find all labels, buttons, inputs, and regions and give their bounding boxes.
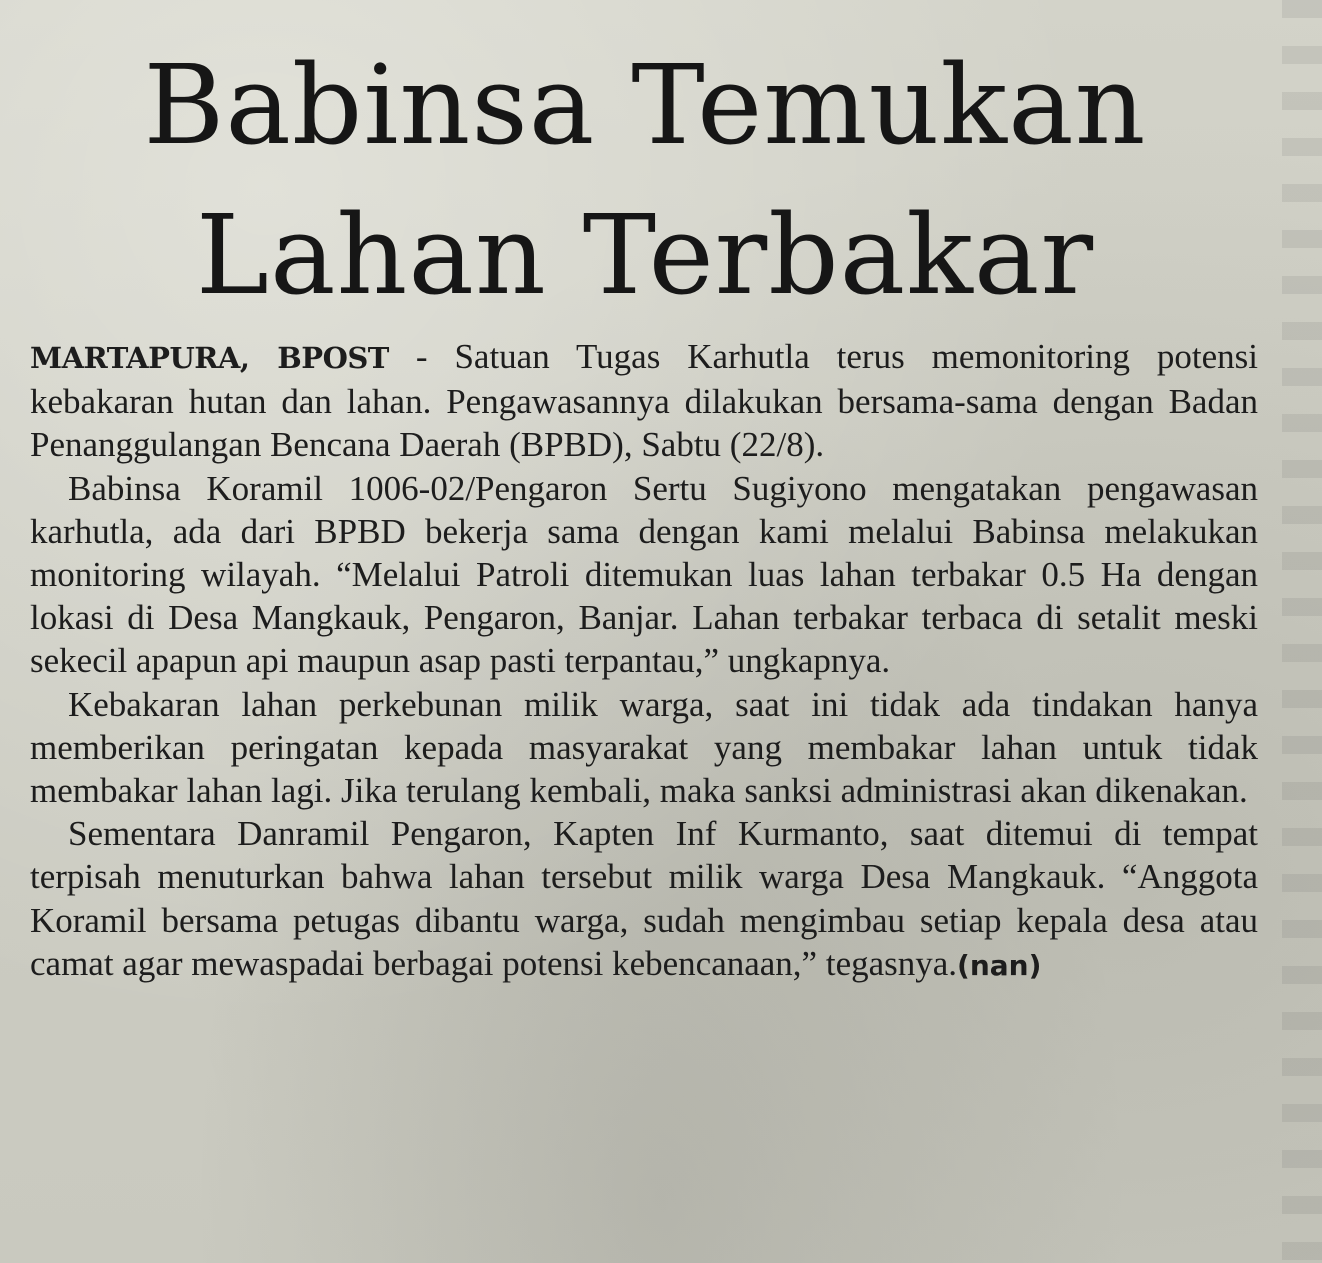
paragraph-3: Kebakaran lahan perkebunan milik warga, saat ini tidak ada tindakan hanya memberikan peringatan kepada masyarakat yang membakar lahan untuk tidak membakar lahan lagi. Jika terulang kembali, maka sanksi administrasi akan dikenakan. (30, 684, 1258, 811)
paragraph-1 (30, 335, 1258, 467)
headline (0, 30, 1290, 330)
headline-line-2: Lahan Terbakar (195, 191, 1095, 319)
author-credit: (nan) (957, 948, 1042, 982)
dateline: MARTAPURA, BPOST (30, 341, 389, 375)
paragraph-4 (30, 812, 1258, 987)
paragraph-4-text: Sementara Danramil Pengaron, Kapten Inf Kurmanto, saat ditemui di tempat terpisah menuturkan bahwa lahan tersebut milik warga Desa Mangkauk. “Anggota Koramil bersama petugas dibantu warga, sudah mengimbau setiap kepala desa atau camat agar mewaspadai berbagai potensi kebencanaan,” tegasnya. (30, 814, 1258, 983)
headline-line-1: Babinsa Temukan (143, 41, 1147, 169)
paragraph-2: Babinsa Koramil 1006-02/Pengaron Sertu Sugiyono mengatakan pengawasan karhutla, ada dari BPBD bekerja sama dengan kami melalui Babinsa melakukan monitoring wilayah. “Melalui Patroli ditemukan luas lahan terbakar 0.5 Ha dengan lokasi di Desa Mangkauk, Pengaron, Banjar. Lahan terbakar terbaca di setalit meski sekecil apapun api maupun asap pasti terpantau,” ungkapnya. (30, 468, 1258, 681)
dateline-separator: - (388, 337, 455, 376)
article-body (30, 335, 1258, 987)
paragraph-1-text: Satuan Tugas Karhutla terus memonitoring potensi kebakaran hutan dan lahan. Pengawasannya dilakukan bersama-sama dengan Badan Penanggulangan Bencana Daerah (BPBD), Sabtu (22/8). (30, 337, 1259, 465)
